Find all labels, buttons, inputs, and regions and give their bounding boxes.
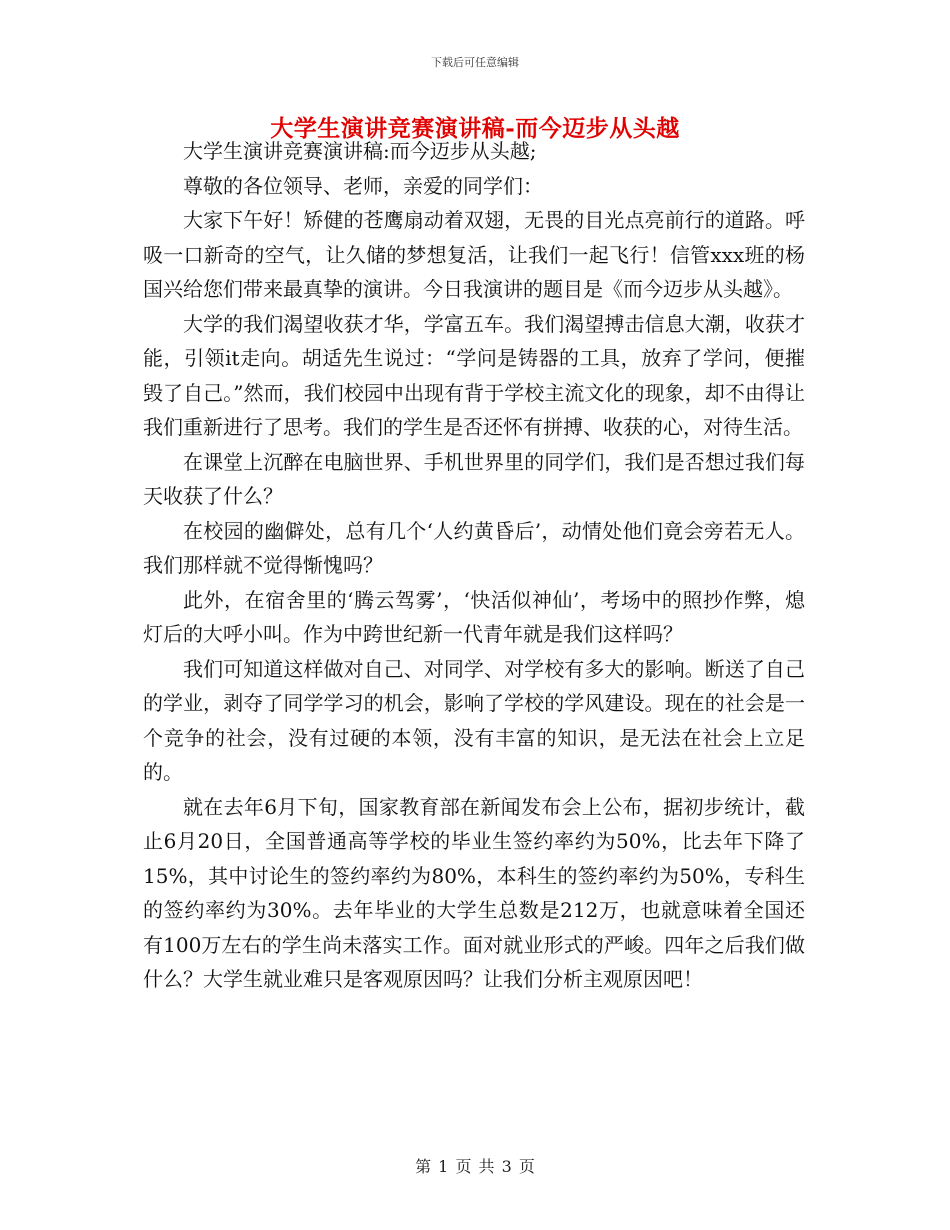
page-footer: 第 1 页 共 3 页 [415,1157,535,1176]
paragraph: 我们可知道这样做对自己、对同学、对学校有多大的影响。断送了自己的学业，剥夺了同学学习的机会，影响了学校的学风建设。现在的社会是一个竞争的社会，没有过硬的本领，没有丰富的知识，是无法在社会上立足的。 [143,656,805,784]
document-title: 大学生演讲竞赛演讲稿-而今迈步从头越 [270,115,680,142]
paragraph: 此外，在宿舍里的‘腾云驾雾’，‘快活似神仙’，考场中的照抄作弊，熄灯后的大呼小叫。作为中跨世纪新一代青年就是我们这样吗？ [143,587,805,646]
paragraph: 大学的我们渴望收获才华，学富五车。我们渴望搏击信息大潮，收获才能，引领it走向。胡适先生说过：“学问是铸器的工具，放弃了学问，便摧毁了自己。”然而，我们校园中出现有背于学校主流文化的现象，却不由得让我们重新进行了思考。我们的学生是否还怀有拼搏、收获的心，对待生活。 [143,311,805,439]
paragraph: 在课堂上沉醉在电脑世界、手机世界里的同学们，我们是否想过我们每天收获了什么？ [143,449,805,508]
document-body [143,134,805,997]
header-note: 下载后可任意编辑 [431,56,519,69]
paragraph: 大家下午好！矫健的苍鹰扇动着双翅，无畏的目光点亮前行的道路。呼吸一口新奇的空气，让久储的梦想复活，让我们一起飞行！信管xxx班的杨国兴给您们带来最真挚的演讲。今日我演讲的题目是《而今迈步从头越》。 [143,208,805,301]
paragraph: 在校园的幽僻处，总有几个‘人约黄昏后’，动情处他们竟会旁若无人。我们那样就不觉得惭愧吗？ [143,518,805,577]
paragraph: 尊敬的各位领导、老师，亲爱的同学们： [183,173,543,198]
paragraph: 就在去年6月下旬，国家教育部在新闻发布会上公布，据初步统计，截止6月20日，全国普通高等学校的毕业生签约率约为50%，比去年下降了15%，其中讨论生的签约率约为80%，本科生的签约率约为50%，专科生的签约率约为30%。去年毕业的大学生总数是212万，也就意味着全国还有100万左右的学生尚未落实工作。面对就业形式的严峻。四年之后我们做什么？大学生就业难只是客观原因吗？让我们分析主观原因吧！ [143,794,805,991]
paragraph: 大学生演讲竞赛演讲稿:而今迈步从头越; [183,139,537,163]
